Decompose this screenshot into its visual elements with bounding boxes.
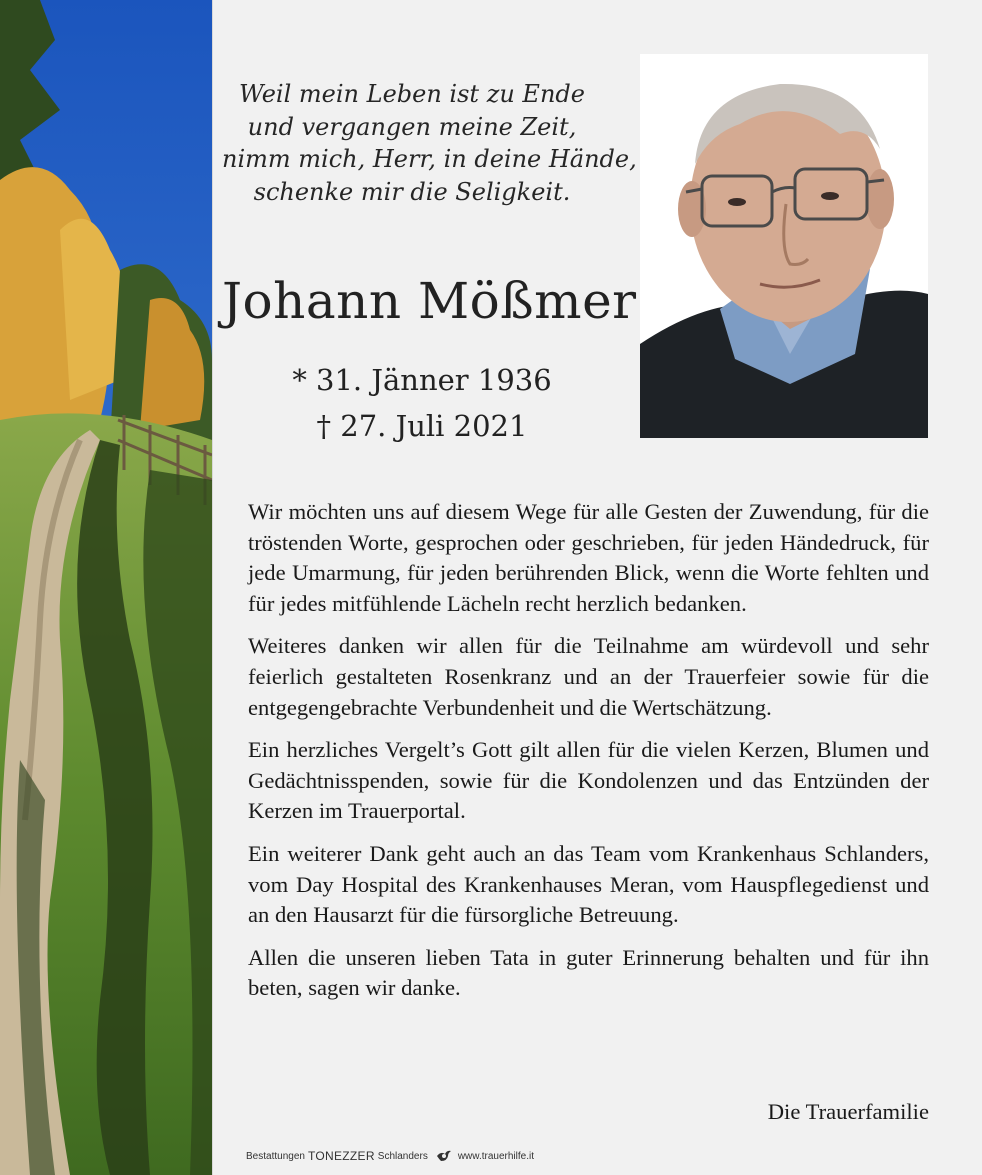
poem [222, 78, 637, 208]
footer-prefix: Bestattungen [246, 1150, 305, 1162]
footer-brand: TONEZZER [307, 1149, 375, 1163]
paragraph: Weiteres danken wir allen für die Teilnahme am würdevoll und sehr feierlich gestalteten Rosenkranz und an der Trauerfeier sowie für die entgegengebrachte Verbundenheit und die Wertschätzung. [248, 633, 929, 720]
paragraph: Ein weiterer Dank geht auch an das Team vom Krankenhaus Schlanders, vom Day Hospital des Krankenhauses Meran, vom Hauspflegedienst und an den Hausarzt für die fürsorgliche Betreuung. [248, 840, 929, 928]
dove-icon [436, 1149, 452, 1163]
portrait-photo [640, 54, 928, 438]
panel-divider [212, 0, 213, 1175]
paragraph: Wir möchten uns auf diesem Wege für alle Gesten der Zuwendung, für die tröstenden Worte, gesprochen oder geschrieben, für jeden Händedruck, für jede Umarmung, für jeden berührenden Blick, wenn die Worte fehlten und für jedes mitfühlende Lächeln recht herzlich bedanken. [248, 499, 929, 616]
signoff: Die Trauerfamilie [767, 1099, 929, 1124]
birth-date: * 31. Jänner 1936 [292, 363, 552, 397]
poem-line: schenke mir die Seligkeit. [253, 177, 571, 206]
footer-url[interactable]: www.trauerhilfe.it [457, 1150, 534, 1162]
poem-line: und vergangen meine Zeit, [247, 112, 577, 141]
footer [246, 1148, 534, 1164]
deceased-name: Johann Mößmer [222, 272, 637, 330]
footer-city: Schlanders [377, 1150, 428, 1162]
poem-line: Weil mein Leben ist zu Ende [239, 80, 585, 108]
paragraph: Allen die unseren lieben Tata in guter Erinnerung behalten und für ihn beten, sagen wir danke. [248, 944, 929, 1001]
paragraph: Ein herzliches Vergelt’s Gott gilt allen für die vielen Kerzen, Blumen und Gedächtnisspenden, sowie für die Kondolenzen und das Entzünden der Kerzen im Trauerportal. [248, 737, 929, 824]
poem-line: nimm mich, Herr, in deine Hände, [222, 145, 637, 173]
death-date: † 27. Juli 2021 [316, 409, 528, 443]
thank-you-text [248, 497, 929, 1016]
life-dates [222, 357, 622, 449]
landscape-photo [0, 0, 212, 1175]
